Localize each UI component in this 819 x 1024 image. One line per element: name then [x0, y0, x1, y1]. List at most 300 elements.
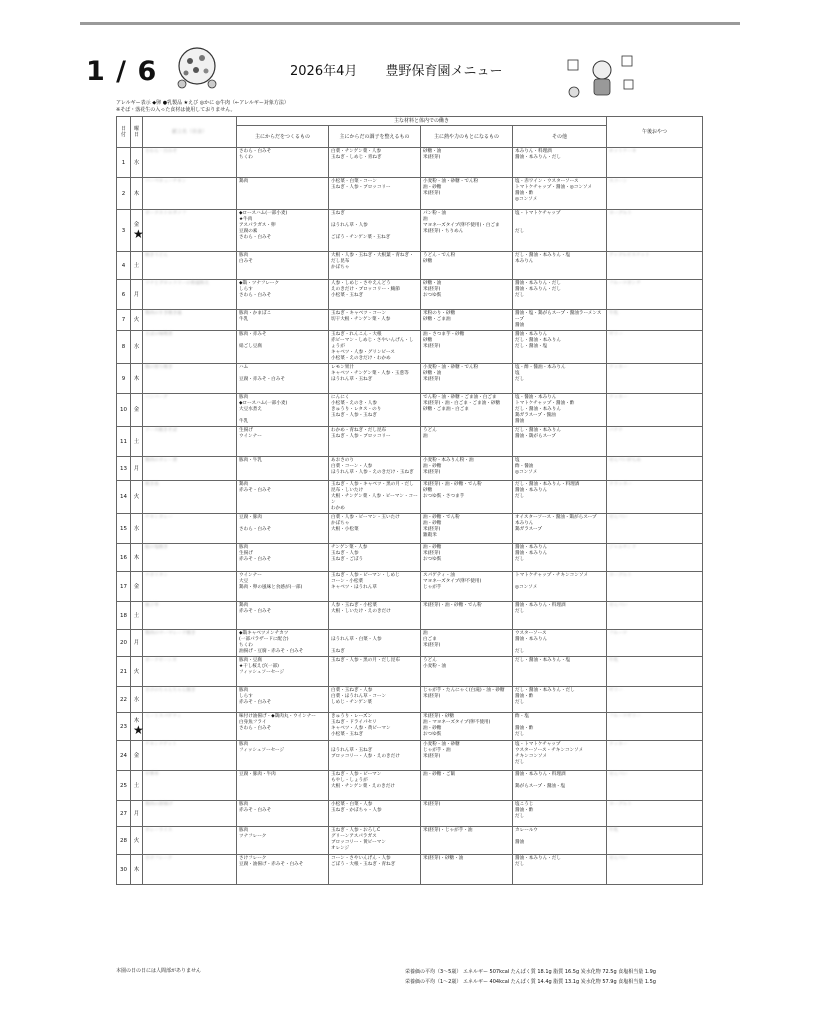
other-cell — [513, 481, 607, 514]
table-row — [117, 364, 703, 394]
day-cell — [117, 514, 131, 544]
body-regulating-cell — [329, 394, 421, 427]
snack-cell — [607, 280, 703, 310]
day-cell-text: 30 — [120, 866, 127, 873]
weekday-cell-text: 土 — [133, 262, 140, 269]
header-other: その他 — [513, 126, 607, 148]
weekday-cell — [131, 855, 143, 885]
body-building-cell — [237, 252, 329, 280]
energy-source-cell — [421, 657, 513, 687]
weekday-cell — [131, 280, 143, 310]
snack-cell-text: せんべい — [609, 856, 628, 861]
snack-cell — [607, 457, 703, 481]
body-regulating-cell — [329, 331, 421, 364]
snack-cell — [607, 252, 703, 280]
page-number: 1 / 6 — [86, 56, 158, 87]
energy-source-cell — [421, 514, 513, 544]
table-row — [117, 210, 703, 252]
snack-cell — [607, 178, 703, 210]
body-regulating-cell — [329, 630, 421, 657]
menu-name-cell — [143, 630, 237, 657]
other-cell — [513, 801, 607, 827]
year-month: 2026年4月 — [290, 64, 358, 79]
body-regulating-cell — [329, 210, 421, 252]
body-building-cell-text: 豚肉・牛乳 — [239, 458, 262, 463]
body-building-cell — [237, 427, 329, 457]
other-cell-text: 醤油・本みりん・料理酒 鶏がらスープ・醤油・塩 — [515, 772, 566, 789]
menu-name-cell — [143, 827, 237, 855]
snack-cell-text: ホットケーキ — [609, 149, 637, 154]
body-building-cell — [237, 801, 329, 827]
weekday-cell — [131, 514, 143, 544]
energy-source-cell — [421, 210, 513, 252]
header-weekday: 曜日 — [131, 117, 143, 148]
table-row — [117, 827, 703, 855]
menu-name-cell-text: 鶏肉のカレー煮 — [145, 458, 178, 463]
body-regulating-cell-text: ほうれん草・玉ねぎ ブロッコリー・人参・えのきだけ — [331, 748, 400, 759]
body-regulating-cell — [329, 572, 421, 602]
weekday-cell — [131, 713, 143, 741]
menu-name-cell-text: ハンバーグ — [145, 395, 168, 400]
weekday-cell — [131, 572, 143, 602]
energy-source-cell — [421, 687, 513, 713]
day-cell — [117, 252, 131, 280]
day-cell — [117, 657, 131, 687]
menu-name-cell-text: チキンカレー — [145, 515, 173, 520]
body-regulating-cell — [329, 148, 421, 178]
snack-cell-text: ゼリー — [609, 688, 623, 693]
energy-source-cell — [421, 280, 513, 310]
other-cell-text: 酢・塩 醤油・酢 だし — [515, 714, 534, 737]
energy-source-cell — [421, 572, 513, 602]
day-cell-text: 6 — [121, 291, 126, 298]
weekday-cell-text: 木 — [133, 190, 140, 197]
snack-cell — [607, 572, 703, 602]
other-cell — [513, 210, 607, 252]
body-building-cell — [237, 687, 329, 713]
weekday-cell — [131, 252, 143, 280]
weekday-cell — [131, 210, 143, 252]
day-cell-text: 22 — [120, 696, 127, 703]
body-regulating-cell — [329, 544, 421, 572]
body-regulating-cell-text: ほうれん草・白菜・人参 玉ねぎ — [331, 637, 382, 654]
body-building-cell — [237, 514, 329, 544]
snack-cell — [607, 481, 703, 514]
other-cell-text: 醤油・本みりん・だし 醤油・本みりん・だし だし — [515, 281, 561, 298]
header-energy: 主にからだの調子を整えるもの — [329, 126, 421, 148]
snack-cell-text: 牛乳 — [609, 311, 619, 316]
weekday-cell-text: 金 — [133, 752, 140, 759]
snack-cell — [607, 771, 703, 801]
body-regulating-cell-text: コーン・さやいんげん・人参 ごぼう・大根・玉ねぎ・青ねぎ — [331, 856, 396, 867]
body-building-cell-text: 豚肉 ◆ロースハム(一部小麦) 大豆水煮え 牛乳 — [239, 395, 288, 424]
energy-source-cell — [421, 544, 513, 572]
body-building-cell-text: 豚肉 ツナフレーク — [239, 828, 267, 839]
body-building-cell — [237, 572, 329, 602]
other-cell-text: だし・醤油・本みりん・だし 醤油・酢 だし — [515, 688, 575, 705]
table-row — [117, 148, 703, 178]
day-cell — [117, 572, 131, 602]
weekday-cell-text: 月 — [133, 465, 140, 472]
weekday-cell — [131, 657, 143, 687]
weekday-cell-text: 木 — [133, 866, 140, 873]
body-regulating-cell-text: 小松菜・白菜・コーン 玉ねぎ・人参・ブロッコリー — [331, 179, 391, 190]
weekday-cell-text: 月 — [133, 640, 140, 646]
menu-name-cell — [143, 280, 237, 310]
body-regulating-cell — [329, 481, 421, 514]
snack-cell — [607, 687, 703, 713]
menu-name-cell — [143, 394, 237, 427]
body-building-cell-text: ◆鶏・ツナフレーク しらす さわら・白みそ — [239, 281, 280, 298]
menu-name-cell — [143, 855, 237, 885]
menu-name-cell — [143, 657, 237, 687]
energy-source-cell — [421, 148, 513, 178]
body-building-cell-text: 豚肉 フィッシュソーセージ — [239, 742, 285, 753]
menu-name-cell — [143, 602, 237, 630]
energy-source-cell-text: 米(胚芽)・油・砂糖・でん粉 砂糖 おつゆ麩・さつま芋 — [423, 482, 482, 499]
menu-name-cell-text: ポークストロガノフ — [145, 211, 187, 216]
snack-cell — [607, 741, 703, 771]
day-cell-text: 9 — [121, 375, 126, 382]
day-cell-text: 27 — [120, 810, 127, 817]
energy-source-cell-text: 小麦粉・本みりん粉・油 油・砂糖 米(胚芽) — [423, 458, 474, 475]
energy-source-cell-text: 油・さつま芋・砂糖 砂糖 米(胚芽) — [423, 332, 465, 349]
energy-source-cell — [421, 364, 513, 394]
weekday-cell-text: 月 — [133, 291, 140, 298]
table-row — [117, 687, 703, 713]
snack-cell — [607, 364, 703, 394]
menu-name-cell — [143, 801, 237, 827]
legend-line-2: ※そば・落花生の入った食材は使用しておりません。 — [116, 107, 236, 113]
snack-cell — [607, 657, 703, 687]
day-cell-text: 2 — [121, 190, 126, 197]
day-cell-text: 14 — [120, 494, 127, 500]
other-cell-text: だし・醤油・本みりん・料理酒 醤油・本みりん だし — [515, 482, 580, 499]
energy-source-cell — [421, 481, 513, 514]
snack-cell-text: クッキー — [609, 395, 628, 400]
other-cell-text: 塩・赤ワイン・ウスターソース トマトケチャップ・醤油・◎コンソメ 醤油・酢 ◎コンソメ — [515, 179, 593, 202]
menu-name-cell-text: 鶏肉のすき焼き風 — [145, 311, 182, 316]
energy-source-cell — [421, 252, 513, 280]
weekday-cell — [131, 457, 143, 481]
body-regulating-cell — [329, 514, 421, 544]
table-row — [117, 457, 703, 481]
body-regulating-cell-text: 玉ねぎ・人参・ピーマン・しめじ コーン・小松菜 キャベツ・ほうれん草 — [331, 573, 400, 590]
other-cell-text: 醤油・本みりん・料理酒 だし — [515, 603, 566, 614]
body-regulating-cell-text: チンゲン菜・人参 玉ねぎ・人参 玉ねぎ・ごぼう — [331, 545, 368, 562]
day-cell — [117, 210, 131, 252]
energy-source-cell — [421, 630, 513, 657]
body-building-cell — [237, 630, 329, 657]
body-building-cell-text: 豚肉 生揚げ 赤みそ・白みそ — [239, 545, 272, 562]
flower-illustration-icon — [172, 44, 222, 90]
weekday-cell-text: 金 — [133, 407, 140, 413]
body-building-cell-text: ◆ロースハム(一部小麦) ★牛肉 アスパラガス・卵 豆腐の素 さわら・白みそ — [239, 211, 288, 240]
day-cell-text: 20 — [120, 640, 127, 646]
snack-cell-text: 牛乳 — [609, 658, 619, 663]
other-cell — [513, 687, 607, 713]
top-divider — [80, 22, 740, 25]
energy-source-cell-text: でん粉・油・砂糖・ごま油・白ごま 米(胚芽)・油・白ごま・ごま油・砂糖 砂糖・ごま油・白ごま — [423, 395, 501, 412]
weekday-cell-text: 火 — [133, 494, 140, 500]
body-regulating-cell — [329, 280, 421, 310]
other-cell — [513, 514, 607, 544]
snack-cell-text: アップルビスケット — [609, 253, 650, 258]
other-cell-text: 塩・トマトケチャップ ウスターソース・チキンコンソメ チキンコンソメ だし — [515, 742, 584, 765]
energy-source-cell — [421, 801, 513, 827]
body-building-cell-text: ◆鶏キャベツメンチカツ (一部パラザードに配合) ちくわ 油揚げ・豆腐・赤みそ・白みそ — [239, 631, 304, 654]
menu-name-cell — [143, 514, 237, 544]
weekday-cell — [131, 801, 143, 827]
body-regulating-cell — [329, 771, 421, 801]
weekday-cell-text: 火 — [133, 317, 140, 323]
weekday-cell-text: 水 — [133, 525, 140, 532]
table-row — [117, 855, 703, 885]
header-snack: 午後おやつ — [607, 117, 703, 148]
menu-name-cell — [143, 310, 237, 331]
weekday-cell-text: 木 — [133, 375, 140, 382]
day-cell-text: 10 — [120, 407, 127, 413]
weekday-cell — [131, 481, 143, 514]
day-cell — [117, 364, 131, 394]
body-building-cell-text: 味付け油揚げ・◆鶏肉丸・ウインナー 白身魚フライ さわら・白みそ — [239, 714, 316, 731]
body-building-cell — [237, 771, 329, 801]
snack-cell — [607, 514, 703, 544]
energy-source-cell-text: 米(胚芽)・砂糖 油・マヨネーズタイプ(卵不使用) 油・砂糖 おつゆ麩 — [423, 714, 491, 737]
snack-cell — [607, 210, 703, 252]
table-row — [117, 741, 703, 771]
energy-source-cell — [421, 741, 513, 771]
body-regulating-cell-text: 玉ねぎ・人参・キャベツ・黒の月・だし昆布・しいたけ 大根・チンゲン菜・人参・ピーマン・コーン わかめ — [331, 482, 418, 511]
day-cell — [117, 741, 131, 771]
body-building-cell — [237, 827, 329, 855]
weekday-cell-text: 土 — [133, 438, 140, 445]
day-cell-text: 11 — [120, 438, 127, 445]
energy-source-cell-text: 油・砂糖・ご飯 — [423, 772, 456, 777]
weekday-cell — [131, 771, 143, 801]
body-regulating-cell-text: 玉ねぎ ほうれん草・人参 ごぼう・チンゲン菜・玉ねぎ — [331, 211, 391, 240]
menu-name-cell — [143, 252, 237, 280]
weekday-cell-text: 水 — [133, 344, 140, 350]
body-regulating-cell-text: レモン果汁 キャベツ・チンゲン菜・人参・玉葱等 ほうれん草・玉ねぎ — [331, 365, 409, 382]
other-cell — [513, 252, 607, 280]
energy-source-cell — [421, 771, 513, 801]
day-cell-text: 15 — [120, 525, 127, 532]
day-cell — [117, 148, 131, 178]
day-cell-text: 21 — [120, 668, 127, 675]
other-cell — [513, 657, 607, 687]
legend-line-1: アレルギー表示 ◆卵 ●乳製品 ★えび ◎かに ◎牛肉（←アレルギー対象方法） — [116, 100, 289, 106]
body-regulating-cell-text: わかめ・青ねぎ・だし昆布 玉ねぎ・人参・ブロッコリー — [331, 428, 391, 439]
body-regulating-cell — [329, 252, 421, 280]
body-regulating-cell — [329, 602, 421, 630]
menu-name-cell-text: 鮭の塩焼き — [145, 545, 168, 550]
snack-cell — [607, 544, 703, 572]
energy-source-cell-text: うどん 小麦粉・油 — [423, 658, 446, 669]
menu-name-cell-text: 鶏の照り焼き — [145, 365, 173, 370]
menu-name-cell — [143, 713, 237, 741]
body-building-cell — [237, 741, 329, 771]
energy-source-cell-text: じゃが芋・たんにゃく(白滝)・油・砂糖 米(胚芽) — [423, 688, 505, 699]
table-row — [117, 310, 703, 331]
header-ingredients: 主な材料と体内での働き — [237, 117, 607, 126]
snack-cell — [607, 855, 703, 885]
table-row — [117, 572, 703, 602]
weekday-cell-text: 木 — [133, 554, 140, 561]
weekday-cell-text: 木 — [133, 717, 140, 724]
star-icon: ★ — [133, 226, 144, 241]
body-regulating-cell-text: 玉ねぎ・れんこん・大根 赤ピーマン・しめじ・さやいんげん・しょうが キャベツ・人参・グリンピース 小松菜・えのきだけ・わかめ — [331, 332, 414, 361]
other-cell-text: 本みりん・料理酒 醤油・本みりん・だし — [515, 149, 561, 160]
other-cell-text: トマトケチャップ・チキンコンソメ ◎コンソメ — [515, 573, 588, 590]
snack-cell-text: フルーツゼリー — [609, 714, 641, 719]
snack-cell — [607, 310, 703, 331]
menu-name-cell — [143, 457, 237, 481]
snack-cell-text: クラッカー — [609, 482, 632, 487]
table-row — [117, 394, 703, 427]
other-cell — [513, 827, 607, 855]
header-menu: 献立名（昼食） — [143, 117, 237, 148]
weekday-cell — [131, 394, 143, 427]
energy-source-cell-text: 米粉のり・砂糖 砂糖・ごま油 — [423, 311, 456, 322]
weekday-cell-text: 土 — [133, 612, 140, 619]
menu-name-cell-text: 焼きうどん — [145, 253, 168, 258]
other-cell — [513, 630, 607, 657]
body-building-cell — [237, 280, 329, 310]
other-cell-text: 塩・トマトケチャップ だし — [515, 211, 561, 234]
energy-source-cell — [421, 602, 513, 630]
table-row — [117, 514, 703, 544]
weekday-cell-text: 月 — [133, 810, 140, 817]
menu-table — [116, 116, 703, 885]
other-cell — [513, 178, 607, 210]
other-cell-text: ウスターソース 醤油・本みりん だし — [515, 631, 548, 654]
other-cell-text: オイスターソース・醤油・鶏がらスープ 本みりん 鶏ガラスープ — [515, 515, 597, 532]
body-building-cell-text: 豚肉・赤みそ 絹ごし豆腐 — [239, 332, 267, 349]
body-building-cell — [237, 364, 329, 394]
body-regulating-cell — [329, 310, 421, 331]
menu-name-cell — [143, 687, 237, 713]
snack-cell-text: フルーツ — [609, 631, 628, 636]
snack-cell — [607, 602, 703, 630]
energy-source-cell-text: 小麦粉・油・砂糖・でん粉 砂糖・油 米(胚芽) — [423, 365, 479, 382]
weekday-cell-text: 火 — [133, 668, 140, 675]
body-building-cell-text: 豆腐・豚肉 さわら・白みそ — [239, 515, 272, 532]
weekday-cell — [131, 148, 143, 178]
menu-name-cell-text: ミートスパゲティ — [145, 714, 182, 719]
body-building-cell — [237, 544, 329, 572]
energy-source-cell-text: パン粉・油 油 マヨネーズタイプ(卵不使用)・白ごま 米(胚芽)・ちりめん — [423, 211, 500, 234]
snack-cell-text: ヨーグルト — [609, 211, 632, 216]
day-cell — [117, 481, 131, 514]
body-building-cell — [237, 210, 329, 252]
day-cell — [117, 331, 131, 364]
menu-name-cell — [143, 178, 237, 210]
menu-name-cell — [143, 741, 237, 771]
day-cell — [117, 602, 131, 630]
day-cell-text: 16 — [120, 554, 127, 561]
weekday-cell — [131, 630, 143, 657]
snack-cell-text: ヨーグルト — [609, 573, 632, 578]
day-cell — [117, 771, 131, 801]
body-regulating-cell — [329, 687, 421, 713]
menu-name-cell-text: カレーライス — [145, 828, 173, 833]
body-regulating-cell — [329, 827, 421, 855]
body-building-cell-text: ウインナー 大豆 鶏肉・卵の風味と食感が(一部) — [239, 573, 303, 590]
body-building-cell-text: 豚肉・豆腐 ★干し桜えび(一部) フィッシュソーセージ — [239, 658, 285, 675]
body-building-cell — [237, 331, 329, 364]
body-building-cell — [237, 148, 329, 178]
other-cell — [513, 457, 607, 481]
day-cell-text: 3 — [121, 227, 126, 234]
body-building-cell — [237, 394, 329, 427]
day-cell — [117, 687, 131, 713]
table-row — [117, 178, 703, 210]
page-title — [290, 60, 527, 79]
snack-cell — [607, 801, 703, 827]
energy-source-cell-text: 砂糖・油 米(胚芽) — [423, 149, 442, 160]
energy-source-cell-text: うどん 油 — [423, 428, 437, 439]
menu-name-cell-text: チキンナゲット — [145, 742, 177, 747]
day-cell — [117, 310, 131, 331]
energy-source-cell — [421, 427, 513, 457]
energy-source-cell-text: 油・砂糖・でん粉 油・砂糖 米(胚芽) 雑穀米 — [423, 515, 460, 538]
table-row — [117, 630, 703, 657]
body-building-cell-text: 豚肉 赤みそ・白みそ — [239, 802, 272, 813]
other-cell — [513, 855, 607, 885]
weekday-cell — [131, 364, 143, 394]
body-regulating-cell-text: にんにく 小松菜・えのき・人参 きゅうり・レタス・のり 玉ねぎ・人参・玉ねぎ — [331, 395, 382, 418]
weekday-cell-text: 土 — [133, 782, 140, 789]
menu-name-cell — [143, 148, 237, 178]
energy-source-cell — [421, 855, 513, 885]
menu-name-cell-text: ナポリタン — [145, 573, 168, 578]
other-cell-text: 塩こうじ 醤油・酢 だし — [515, 802, 534, 819]
other-cell-text: 醤油・本みりん・だし だし — [515, 856, 561, 867]
table-row — [117, 481, 703, 514]
menu-name-cell — [143, 771, 237, 801]
weekday-cell — [131, 427, 143, 457]
body-building-cell-text: 豚肉 しらす 赤みそ・白みそ — [239, 688, 272, 705]
day-cell — [117, 630, 131, 657]
table-row — [117, 252, 703, 280]
energy-source-cell-text: 米(胚芽)・油・砂糖・でん粉 — [423, 603, 482, 608]
energy-source-cell-text: 米(胚芽)・砂糖・油 — [423, 856, 464, 861]
body-building-cell-text: ハム 豆腐・赤みそ・白みそ — [239, 365, 285, 382]
day-cell-text: 8 — [121, 344, 126, 350]
snack-cell-text: ジャムサンド — [609, 545, 637, 550]
body-building-cell-text: 豚肉・かまぼこ 牛乳 — [239, 311, 272, 322]
snack-cell-text: 牛乳 — [609, 828, 619, 833]
weekday-cell-text: 金 — [133, 221, 140, 228]
body-regulating-cell-text: 人参・しめじ・さやえんどう えのきだけ・ブロッコリー・鯖節 小松菜・玉ねぎ — [331, 281, 400, 298]
menu-name-cell — [143, 481, 237, 514]
body-building-cell — [237, 855, 329, 885]
body-building-cell — [237, 481, 329, 514]
snack-cell — [607, 630, 703, 657]
other-cell-text: 醤油・塩・鶏がらスープ・醤油ラーメンスープ 醤油 — [515, 311, 602, 328]
body-regulating-cell-text: 白菜・チンゲン菜・人参 玉ねぎ・しめじ・青ねぎ — [331, 149, 382, 160]
other-cell — [513, 741, 607, 771]
snack-cell — [607, 713, 703, 741]
day-cell — [117, 544, 131, 572]
energy-source-cell — [421, 827, 513, 855]
weekday-cell — [131, 687, 143, 713]
energy-source-cell-text: 小麦粉・油・砂糖・でん粉 油・砂糖 米(胚芽) — [423, 179, 479, 196]
other-cell — [513, 148, 607, 178]
snack-cell-text: せんべいがらめ — [609, 458, 642, 463]
energy-source-cell-text: スパゲティ・油 マヨネーズタイプ(卵不使用) じゃが芋 — [423, 573, 482, 590]
